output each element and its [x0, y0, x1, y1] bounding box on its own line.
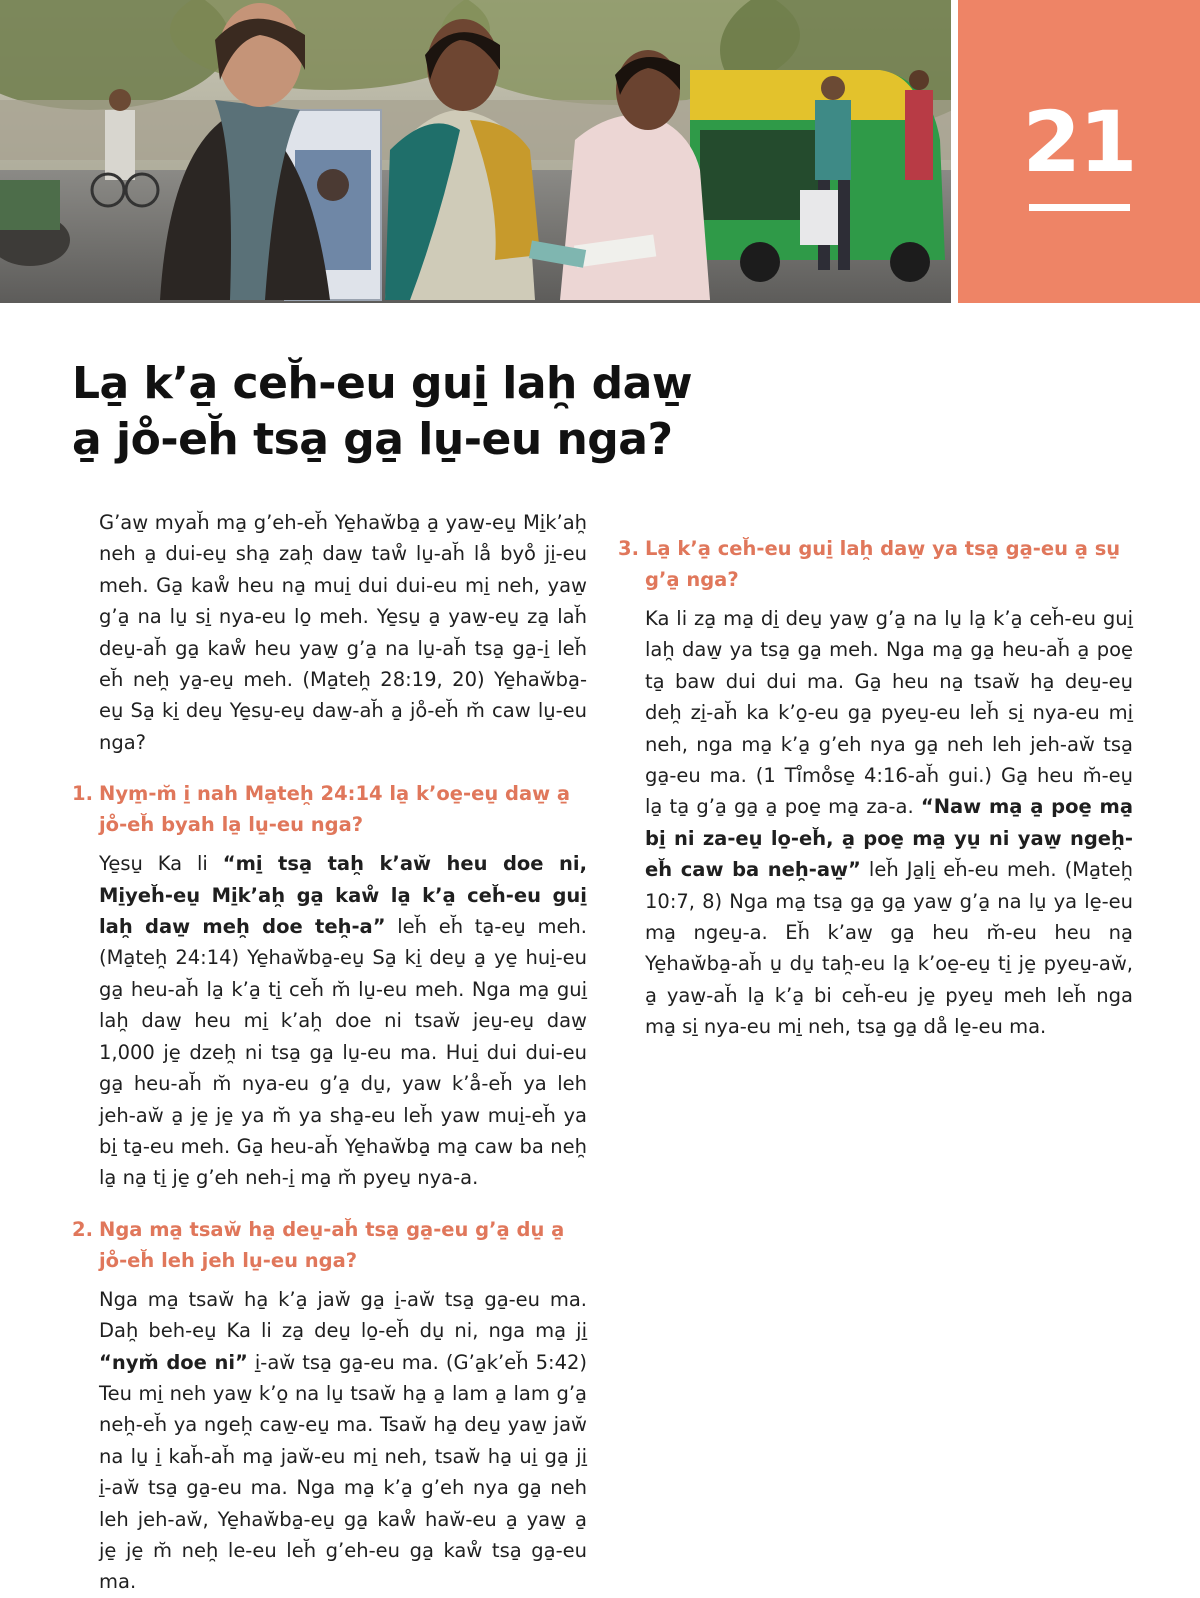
question-1 [72, 778, 587, 840]
chapter-block [958, 0, 1200, 303]
question-text: Nym̱-m̆ i̱ nah Ma̱teh̯ 24:14 la̱ k’oe̱-eu̱ daw̱ a̱ jo̊-eh̆ byah la̱ lu̱-eu nga? [99, 782, 571, 837]
street-scene-illustration [0, 0, 951, 303]
question-text: Nga ma̱ tsaw̆ ha̱ deu̱-ah̆ tsa̱ ga̱-eu g’a̱ du̱ a̱ jo̊-eh̆ leh jeh lu̱-eu nga? [99, 1217, 565, 1272]
scripture-quote: “Naw ma̱ a̱ poe̱ ma̱ bi̱ ni za-eu̱ lo̱-eh̆, a̱ poe̱ ma̱ yu̱ ni yaw̱ ngeh̯-eh̆ caw ba neh̯-aw̱” [645, 795, 1133, 882]
question-text: La̱ k’a̱ ceh̆-eu gui̱ lah̯ daw̱ ya tsa̱ ga̱-eu a̱ su̱ g’a̱ nga? [645, 537, 1121, 591]
left-column [72, 507, 587, 1598]
paragraph-text: Nga ma̱ tsaw̆ ha̱ k’a̱ jaw̆ ga̱ i̱-aw̆ tsa̱ ga̱-eu ma. Dah̯ beh-eu̱ Ka li za̱ deu̱ lo̱-eh̆ du̱ ni, nga ma̱ ji̱ [99, 1287, 587, 1343]
question-2 [72, 1214, 587, 1276]
chapter-number: 21 [1022, 93, 1136, 191]
question-number: 2. [72, 1217, 93, 1241]
header-photo [0, 0, 951, 303]
answer-paragraph-3 [618, 603, 1133, 1043]
answer-paragraph-1 [72, 848, 587, 1193]
paragraph-text: leh̆ eh̆ ta̱-eu̱ meh. (Ma̱teh̯ 24:14) Ye̱haw̆ba̱-eu̱ Sa̱ ki̱ deu̱ a̱ ye̱ hui̱-eu ga̱ heu-ah̆ la̱ k’a̱ ti̱ ceh̆ m̆ lu̱-eu meh. Nga ma̱ gui̱ lah̯ daw̱ heu mi̱ k’ah̯ doe ni tsaw̆ jeu̱-eu̱ daw̱ 1,000 je̱ dzeh̯ ni tsa̱ ga̱ lu̱-eu ma. Hui̱ dui dui-eu ga̱ heu-ah̆ m̆ nya-eu g’a̱ du̱, yaw k’å-eh̆ ya leh jeh-aw̆ a̱ je̱ je̱ ya m̆ ya sha̱-eu leh̆ yaw mui̱-eh̆ ya bi̱ ta̱-eu meh. Ga̱ heu-ah̆ Ye̱haw̆ba̱ ma̱ caw ba neh̯ la̱ na̱ ti̱ je̱ g’eh neh-i̱ ma̱ m̆ pyeu̱ nya-a. [99, 915, 587, 1190]
paragraph-text: Ye̱su̱ Ka li [99, 852, 223, 876]
paragraph-text: leh̆ Ja̱li̱ eh̆-eu meh. (Ma̱teh̯ 10:7, 8) Nga ma̱ tsa̱ ga̱ ga̱ yaw̱ g’a̱ na lu̱ ya le̱-eu ma̱ ngeu̱-a. Eh̆ k’aw̱ ga̱ heu m̆-eu heu na̱ Ye̱haw̆ba̱-ah̆ u̱ du̱ tah̯-eu la̱ k’oe̱-eu̱ ti̱ je̱ pyeu̱-aw̆, a̱ yaw̱-ah̆ la̱ k’a̱ bi ceh̆-eu je̱ pyeu̱ meh leh̆ nga ma̱ si̱ nya-eu mi̱ neh, tsa̱ ga̱ då le̱-eu ma. [645, 858, 1133, 1039]
scripture-quote: “mi̱ tsa̱ tah̯ k’aw̆ heu doe ni, Mi̱yeh̆-eu̱ Mi̱k’ah̯ ga̱ kaẘ la̱ k’a̱ ceh̆-eu gui̱ lah̯ daw̱ meh̯ doe teh̯-a” [99, 852, 587, 939]
right-column [618, 507, 1133, 1043]
chapter-underline [1029, 204, 1130, 211]
paragraph-text: Ka li za̱ ma̱ di̱ deu̱ yaw̱ g’a̱ na lu̱ la̱ k’a̱ ceh̆-eu gui̱ lah̯ daw̱ ya tsa̱ ga̱ meh. Nga ma̱ ga̱ heu-ah̆ a̱ poe̱ ta̱ baw dui dui ma. Ga̱ heu na̱ tsaw̆ ha̱ deu̱-eu̱ deh̯ zi̱-ah̆ ka k’o̱-eu ga̱ pyeu̱-eu leh̆ si̱ nya-eu mi̱ neh, nga ma̱ k’a̱ g’eh nya ga̱ neh leh jeh-aw̆ tsa̱ ga̱-eu ma. (1 Ti̊mo̊se̱ 4:16-ah̆ gui.) Ga̱ heu m̆-eu̱ la̱ ta̱ g’a̱ ga̱ a̱ poe̱ ma̱ za-a. [645, 607, 1133, 819]
page-title-line-2: a̱ jo̊-eh̆ tsa̱ ga̱ lu̱-eu nga? [72, 414, 673, 465]
question-3 [618, 533, 1133, 595]
paragraph-text: i̱-aw̆ tsa̱ ga̱-eu ma. (G’a̱k’eh̆ 5:42) Teu mi̱ neh yaw̱ k’o̱ na lu̱ tsaw̆ ha̱ a̱ lam a̱ lam g’a̱ neh̯-eh̆ ya ngeh̯ caw̱-eu̱ ma. Tsaw̆ ha̱ deu̱ yaw̱ jaw̆ na lu̱ i̱ kah̆-ah̆ ma̱ jaw̆-eu mi̱ neh, tsaw̆ ha̱ ui̱ ga̱ ji̱ i̱-aw̆ tsa̱ ga̱-eu ma. Nga ma̱ k’a̱ g’eh nya ga̱ neh leh jeh-aw̆, Ye̱haw̆ba̱-eu̱ ga̱ kaẘ haw̆-eu a̱ yaw̱ a̱ je̱ je̱ m̆ neh̯ le-eu leh̆ g’eh-eu ga̱ kaẘ tsa̱ ga̱-eu ma. [99, 1350, 587, 1594]
answer-paragraph-2 [72, 1284, 587, 1598]
page-title [72, 356, 1132, 468]
intro-paragraph: G’aw̱ myah̆ ma̱ g’eh-eh̆ Ye̱haw̆ba̱ a̱ yaw̱-eu̱ Mi̱k’ah̯ neh a̱ dui-eu̱ sha̱ zah̯ daw̱ taẘ lu̱-ah̆ lå byo̊ ji̱-eu meh. Ga̱ kaẘ heu na̱ mui̱ dui dui-eu mi̱ neh, yaw̱ g’a̱ na lu̱ si̱ nya-eu lo̱ meh. Ye̱su̱ a̱ yaw̱-eu̱ za̱ lah̆ deu̱-ah̆ ga̱ kaẘ heu yaw̱ g’a̱ na lu̱-ah̆ tsa̱ ga̱-i̱ leh̆ eh̆ neh̯ ya̱-eu̱ meh. (Ma̱teh̯ 28:19, 20) Ye̱haw̆ba̱-eu̱ Sa̱ ki̱ deu̱ Ye̱su̱-eu̱ daw̱-ah̆ a̱ jo̊-eh̆ m̆ caw lu̱-eu nga? [99, 511, 587, 754]
page-title-line-1: La̱ k’a̱ ceh̆-eu gui̱ lah̯ daw̱ [72, 358, 692, 409]
question-number: 3. [618, 537, 639, 560]
scripture-quote: “nym̆ doe ni” [99, 1350, 248, 1374]
question-number: 1. [72, 782, 93, 806]
